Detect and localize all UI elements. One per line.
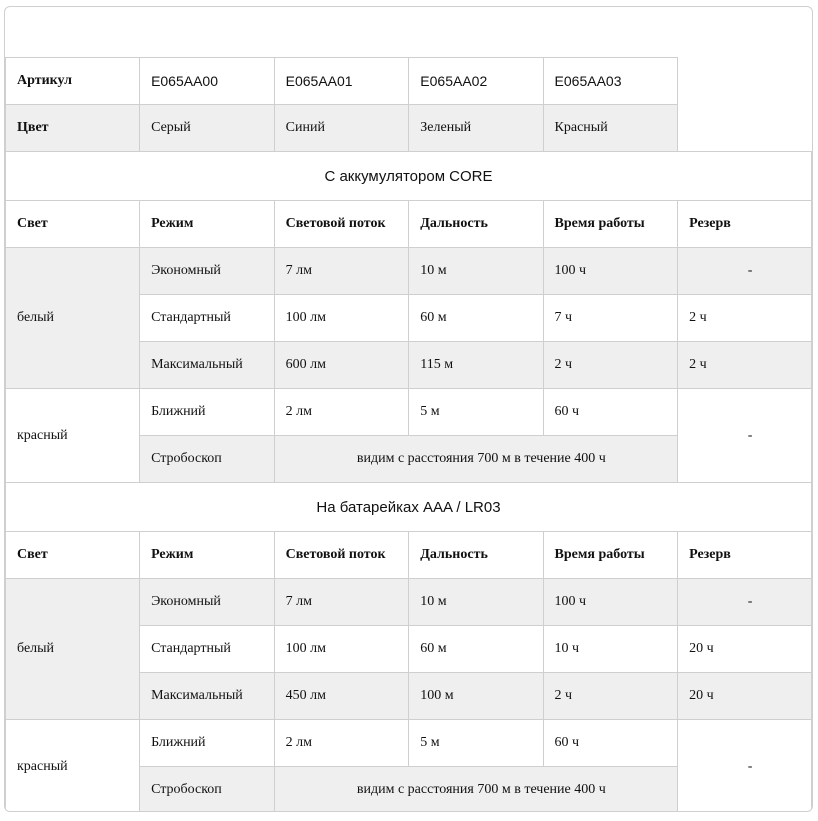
table-row <box>6 389 812 436</box>
flux-cell: 100 лм <box>274 295 409 342</box>
flux-cell: 2 лм <box>274 720 409 767</box>
column-header-reserve: Резерв <box>678 532 812 579</box>
flux-cell: 450 лм <box>274 673 409 720</box>
section-title: С аккумулятором CORE <box>6 152 812 201</box>
mode-cell: Ближний <box>140 389 275 436</box>
time-cell: 2 ч <box>543 342 678 389</box>
light-red-cell: красный <box>6 720 140 813</box>
column-header-reserve: Резерв <box>678 201 812 248</box>
reserve-cell: 2 ч <box>678 342 812 389</box>
flux-cell: 7 лм <box>274 248 409 295</box>
table-row <box>6 248 812 295</box>
flux-cell: 600 лм <box>274 342 409 389</box>
time-cell: 7 ч <box>543 295 678 342</box>
column-header-flux: Световой поток <box>274 532 409 579</box>
time-cell: 2 ч <box>543 673 678 720</box>
flux-cell: 100 лм <box>274 626 409 673</box>
light-white-cell: белый <box>6 579 140 720</box>
column-header-light: Свет <box>6 532 140 579</box>
column-header-range: Дальность <box>409 201 543 248</box>
reserve-cell: - <box>678 248 812 295</box>
section-title-row <box>6 152 812 201</box>
time-cell: 60 ч <box>543 389 678 436</box>
article-code: E065AA02 <box>409 58 543 105</box>
range-cell: 60 м <box>409 295 543 342</box>
color-label: Цвет <box>6 105 140 152</box>
mode-cell: Стробоскоп <box>140 436 275 483</box>
article-row <box>6 58 812 105</box>
article-code: E065AA03 <box>543 58 678 105</box>
reserve-cell: - <box>678 579 812 626</box>
column-header-row <box>6 532 812 579</box>
table-row <box>6 720 812 767</box>
color-value: Синий <box>274 105 409 152</box>
table-row <box>6 579 812 626</box>
color-value: Красный <box>543 105 678 152</box>
range-cell: 100 м <box>409 673 543 720</box>
column-header-mode: Режим <box>140 201 275 248</box>
time-cell: 60 ч <box>543 720 678 767</box>
range-cell: 115 м <box>409 342 543 389</box>
range-cell: 5 м <box>409 720 543 767</box>
reserve-cell: 20 ч <box>678 673 812 720</box>
flux-cell: 7 лм <box>274 579 409 626</box>
mode-cell: Экономный <box>140 579 275 626</box>
range-cell: 5 м <box>409 389 543 436</box>
article-label: Артикул <box>6 58 140 105</box>
light-red-cell: красный <box>6 389 140 483</box>
column-header-row <box>6 201 812 248</box>
column-header-time: Время работы <box>543 532 678 579</box>
column-header-time: Время работы <box>543 201 678 248</box>
mode-cell: Максимальный <box>140 342 275 389</box>
mode-cell: Стандартный <box>140 626 275 673</box>
spec-table-frame <box>4 6 813 812</box>
reserve-cell: 2 ч <box>678 295 812 342</box>
mode-cell: Стандартный <box>140 295 275 342</box>
reserve-cell: - <box>678 389 812 483</box>
color-value: Серый <box>140 105 275 152</box>
reserve-cell: - <box>678 720 812 813</box>
time-cell: 100 ч <box>543 579 678 626</box>
column-header-flux: Световой поток <box>274 201 409 248</box>
color-value: Зеленый <box>409 105 543 152</box>
section-title: На батарейках AAA / LR03 <box>6 483 812 532</box>
time-cell: 10 ч <box>543 626 678 673</box>
mode-cell: Ближний <box>140 720 275 767</box>
reserve-cell: 20 ч <box>678 626 812 673</box>
article-code: E065AA01 <box>274 58 409 105</box>
time-cell: 100 ч <box>543 248 678 295</box>
article-code: E065AA00 <box>140 58 275 105</box>
spec-table <box>5 57 812 812</box>
mode-cell: Экономный <box>140 248 275 295</box>
flux-cell: 2 лм <box>274 389 409 436</box>
column-header-mode: Режим <box>140 532 275 579</box>
mode-cell: Максимальный <box>140 673 275 720</box>
section-title-row <box>6 483 812 532</box>
column-header-range: Дальность <box>409 532 543 579</box>
range-cell: 10 м <box>409 579 543 626</box>
strobe-description: видим с расстояния 700 м в течение 400 ч <box>274 767 677 813</box>
column-header-light: Свет <box>6 201 140 248</box>
light-white-cell: белый <box>6 248 140 389</box>
mode-cell: Стробоскоп <box>140 767 275 813</box>
range-cell: 60 м <box>409 626 543 673</box>
strobe-description: видим с расстояния 700 м в течение 400 ч <box>274 436 677 483</box>
color-row <box>6 105 812 152</box>
range-cell: 10 м <box>409 248 543 295</box>
